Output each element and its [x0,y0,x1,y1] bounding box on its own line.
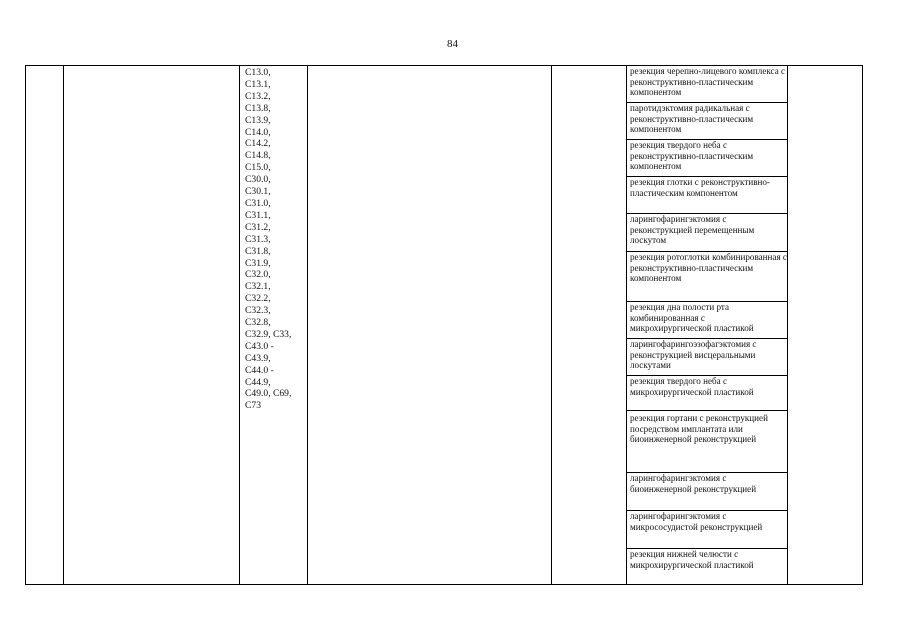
procedure-cell: резекция нижней челюсти с микрохирургической пластикой [630,549,754,570]
column-divider [307,66,308,584]
procedure-cell: резекция глотки с реконструктивно-пластическим компонентом [627,177,787,214]
procedure-cell: паротидэктомия радикальная с реконструктивно-пластическим компонентом [627,103,787,140]
column-divider [787,66,788,584]
procedure-cell: резекция твердого неба с микрохирургической пластикой [627,376,787,411]
column-divider [551,66,552,584]
procedure-cell: резекция твердого неба с реконструктивно-пластическим компонентом [627,140,787,177]
diagnosis-codes-cell: C13.0, C13.1, C13.2, C13.8, C13.9, C14.0, C14.2, C14.8, C15.0, C30.0, C30.1, C31.0, C31.1, C31.2, C31.3, C31.8, C31.9, C32.0, C32.1, C32.2, C32.3, C32.8, C32.9, C33, C43.0 - C43.9, C44.0 - C44.9, C49.0, C69, C73 [245,67,292,412]
procedure-cell: ларингофарингэктомия с микрососудистой реконструкцией [627,511,787,549]
procedure-cell: ларингофарингэктомия с биоинженерной реконструкцией [627,473,787,511]
column-divider [239,66,240,584]
procedure-cell: резекция гортани с реконструкцией посредством имплантата или биоинженерной реконструкцией [627,411,787,473]
procedure-cell: резекция черепно-лицевого комплекса с реконструктивно-пластическим компонентом [627,66,787,103]
column-divider [63,66,64,584]
document-table [25,65,863,585]
procedure-cell: резекция дна полости рта комбинированная с микрохирургической пластикой [627,302,787,339]
procedure-cell: ларингофарингоэзофагэктомия с реконструкцией висцеральными лоскутами [627,339,787,376]
procedure-cell: ларингофарингэктомия с реконструкцией перемещенным лоскутом [627,214,787,252]
procedure-cell: резекция ротоглотки комбинированная с реконструктивно-пластическим компонентом [627,252,787,302]
page-number: 84 [447,38,458,50]
procedures-column [627,66,787,583]
